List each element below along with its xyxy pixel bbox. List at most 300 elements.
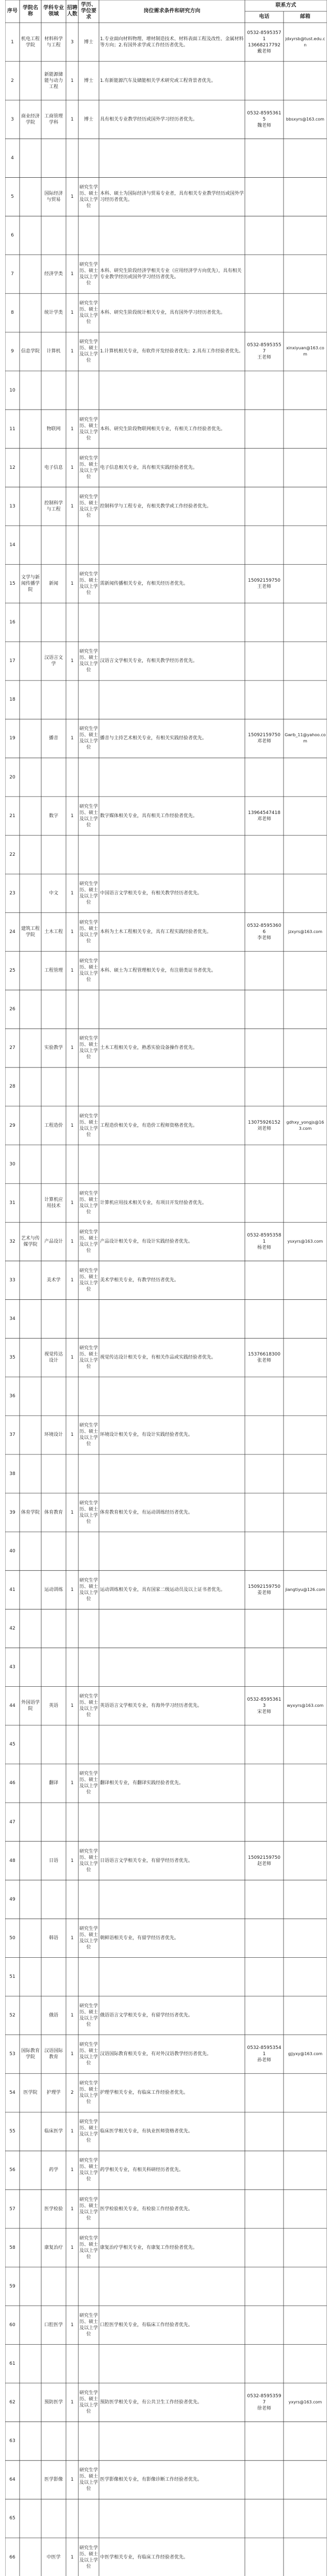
- row-no: 39: [9, 1510, 15, 1515]
- row-count: [66, 1532, 78, 1570]
- row-requirements: [99, 1067, 245, 1106]
- row-requirements: [99, 216, 245, 255]
- row-degree: 研究生学历、硕士及以上学位: [79, 2391, 98, 2415]
- row-requirements: 体育教育相关专业，有运动训练经历者优先。: [100, 1510, 193, 1515]
- row-count: 2: [71, 2090, 74, 2096]
- row-requirements: [99, 1803, 245, 1841]
- row-degree: 研究生学历、硕士及以上学位: [79, 1191, 98, 1215]
- row-email[interactable]: gjjyxy@163.com: [288, 2052, 323, 2057]
- row-email: [284, 1377, 327, 1416]
- row-degree: 研究生学历、硕士及以上学位: [79, 340, 98, 364]
- row-count: [66, 758, 78, 796]
- row-discipline: 电子信息: [44, 465, 63, 470]
- row-email: [284, 2344, 327, 2383]
- row-phone: 15092159750 邓老师: [248, 733, 280, 744]
- row-no: 52: [9, 2013, 15, 2019]
- row-email: [284, 2306, 327, 2344]
- row-phone: [245, 371, 284, 410]
- row-requirements: 医学检验相关专业，有检验工作经验者优先。: [100, 2206, 193, 2212]
- row-college: [20, 1957, 41, 1996]
- row-no: 10: [9, 387, 15, 393]
- row-phone: [245, 1532, 284, 1570]
- row-college: [20, 1338, 41, 1377]
- row-no: 20: [9, 774, 15, 780]
- row-no: 43: [9, 1665, 15, 1670]
- row-no: 49: [9, 1896, 15, 1902]
- row-requirements: [99, 526, 245, 564]
- row-email[interactable]: bbsxyrs@163.com: [286, 116, 325, 122]
- row-degree: 研究生学历、硕士及以上学位: [79, 2042, 98, 2066]
- row-no: 7: [11, 272, 14, 277]
- row-email[interactable]: jzxyrs@163.com: [288, 929, 323, 935]
- row-email: [284, 371, 327, 410]
- row-discipline: 物联网: [46, 426, 61, 432]
- row-email[interactable]: yxyrs@163.com: [288, 2400, 322, 2405]
- row-count: [66, 526, 78, 564]
- row-college: [20, 2538, 41, 2576]
- row-count: [66, 603, 78, 642]
- row-degree: [78, 1648, 99, 1687]
- row-count: 1: [71, 465, 74, 470]
- row-no: 46: [9, 1781, 15, 1786]
- row-degree: [78, 1957, 99, 1996]
- row-college: [20, 1725, 41, 1764]
- row-email: [284, 1841, 327, 1880]
- row-requirements: 翻译相关专业，有翻译实践经验者优先。: [100, 1781, 184, 1786]
- row-count: [66, 2422, 78, 2461]
- row-college: [20, 1067, 41, 1106]
- row-no: 65: [9, 2516, 15, 2521]
- row-discipline: [41, 1145, 66, 1183]
- row-email[interactable]: gdhxy_yongjs@163.com: [286, 1120, 324, 1131]
- row-no: 33: [9, 1278, 15, 1283]
- row-requirements: 视觉传达设计相关专业，有相关作品或实践经验者优先。: [100, 1355, 217, 1361]
- row-discipline: 康复治疗: [44, 2245, 63, 2250]
- row-discipline: [41, 2422, 66, 2461]
- row-requirements: 口腔医学相关专业，有临床工作经验者优先。: [100, 2322, 193, 2328]
- row-phone: [245, 1648, 284, 1687]
- row-degree: 研究生学历、硕士及以上学位: [79, 1229, 98, 1253]
- row-email: [284, 448, 327, 487]
- row-requirements: 日语语言文学相关专业，有留学经历者优先。: [100, 1858, 193, 1863]
- row-college: 机电工程学院: [21, 36, 40, 48]
- row-college: [20, 874, 41, 912]
- row-count: 1: [71, 2554, 74, 2560]
- row-count: [66, 1880, 78, 1919]
- row-no: 25: [9, 968, 15, 974]
- row-email: [284, 2461, 327, 2499]
- header-degree: 学历、学位要求: [81, 2, 96, 20]
- row-requirements: [99, 1648, 245, 1687]
- row-no: 66: [9, 2554, 15, 2560]
- row-email: [284, 796, 327, 835]
- row-email: [284, 255, 327, 294]
- row-email: [284, 1957, 327, 1996]
- row-discipline: [41, 835, 66, 874]
- row-discipline: 预防医学: [44, 2400, 63, 2405]
- row-discipline: [41, 1725, 66, 1764]
- row-college: [20, 2267, 41, 2306]
- row-phone: [245, 642, 284, 681]
- row-requirements: 中医学相关专业，有临床工作经验者优先。: [100, 2554, 189, 2560]
- row-no: 8: [11, 310, 14, 316]
- row-count: 1: [71, 658, 74, 664]
- row-requirements: 1.计算机相关专业，有软件开发经验者优先；2.具有工作经验者优先。: [100, 349, 244, 354]
- row-no: 53: [9, 2052, 15, 2057]
- row-email[interactable]: Gwrb_11@yahoo.com: [285, 733, 326, 744]
- row-college: 外国语学院: [21, 1700, 40, 1712]
- row-discipline: 医学影像: [44, 2477, 63, 2483]
- row-degree: 研究生学历、硕士及以上学位: [79, 2004, 98, 2028]
- row-college: 体育学院: [21, 1510, 40, 1515]
- row-phone: [245, 139, 284, 177]
- header-college: 学院名称: [23, 5, 38, 17]
- row-email: [284, 990, 327, 1029]
- row-discipline: 体育教育: [44, 1510, 63, 1515]
- row-count: 1: [71, 1703, 74, 1709]
- row-phone: [245, 2422, 284, 2461]
- row-discipline: 日语: [48, 1858, 58, 1863]
- row-phone: [245, 526, 284, 564]
- row-discipline: 材料科学与工程: [44, 36, 63, 48]
- row-discipline: [41, 603, 66, 642]
- row-discipline: 播音: [48, 736, 58, 741]
- row-degree: 研究生学历、硕士及以上学位: [79, 2545, 98, 2569]
- row-college: [20, 371, 41, 410]
- row-no: 4: [11, 155, 14, 161]
- row-phone: 0532-85953581 杨老师: [247, 1232, 281, 1250]
- row-no: 13: [9, 503, 15, 509]
- row-degree: 研究生学历、硕士及以上学位: [79, 301, 98, 325]
- row-requirements: [99, 1300, 245, 1338]
- row-discipline: 数字: [48, 813, 58, 819]
- row-no: 61: [9, 2361, 15, 2367]
- row-requirements: [99, 603, 245, 642]
- row-college: [20, 2383, 41, 2422]
- row-count: 1: [71, 310, 74, 316]
- row-count: 1: [71, 1278, 74, 1283]
- row-phone: [245, 410, 284, 448]
- row-requirements: 药学相关专业，有相关科研经历者优先。: [100, 2167, 184, 2173]
- row-degree: [78, 216, 99, 255]
- row-degree: 研究生学历、硕士及以上学位: [79, 1500, 98, 1524]
- row-phone: [245, 1609, 284, 1648]
- row-count: 1: [71, 2206, 74, 2212]
- row-degree: 研究生学历、硕士及以上学位: [79, 881, 98, 905]
- row-discipline: 韩语: [48, 1935, 58, 1941]
- row-requirements: [99, 1532, 245, 1570]
- row-no: 62: [9, 2400, 15, 2405]
- row-no: 28: [9, 1084, 15, 1090]
- row-requirements: 康复治疗学相关专业，有康复工作经验者优先。: [100, 2245, 198, 2250]
- row-college: [20, 1183, 41, 1222]
- row-discipline: [41, 1454, 66, 1493]
- row-phone: [245, 603, 284, 642]
- row-phone: [245, 1919, 284, 1957]
- row-email: [284, 1725, 327, 1764]
- row-no: 27: [9, 1045, 15, 1051]
- row-email: [284, 2538, 327, 2576]
- row-no: 47: [9, 1819, 15, 1825]
- row-count: [66, 1648, 78, 1687]
- row-phone: [245, 255, 284, 294]
- row-college: [20, 758, 41, 796]
- recruitment-table-page: [5, 0, 327, 2576]
- row-phone: [245, 1416, 284, 1454]
- row-phone: [245, 448, 284, 487]
- row-college: [20, 796, 41, 835]
- row-requirements: [99, 371, 245, 410]
- row-email[interactable]: ysxyrs@163.com: [287, 1239, 323, 1244]
- row-discipline: 汉语国际教育: [44, 2048, 63, 2060]
- row-email[interactable]: jdxyrsb@tust.edu.cn: [285, 36, 325, 47]
- row-degree: 研究生学历、硕士及以上学位: [79, 1113, 98, 1138]
- row-requirements: 本科、硕士为国际经济与贸易专业者，具有相关专业教学经历或国外学习经历者优先。: [100, 191, 244, 202]
- row-discipline: [41, 990, 66, 1029]
- row-college: [20, 835, 41, 874]
- row-college: [20, 216, 41, 255]
- row-degree: [78, 1725, 99, 1764]
- row-email: [284, 410, 327, 448]
- row-phone: [245, 2344, 284, 2383]
- row-phone: [245, 1300, 284, 1338]
- row-discipline: 经济学类: [44, 272, 63, 277]
- row-college: [20, 2344, 41, 2383]
- row-degree: 研究生学历、硕士及以上学位: [79, 2197, 98, 2221]
- row-no: 18: [9, 697, 15, 703]
- row-phone: [245, 1145, 284, 1183]
- row-email: [284, 1803, 327, 1841]
- row-phone: [245, 2267, 284, 2306]
- row-college: [20, 1880, 41, 1919]
- row-college: [20, 1570, 41, 1609]
- row-no: 35: [9, 1355, 15, 1361]
- row-count: [66, 1067, 78, 1106]
- row-email: [284, 1300, 327, 1338]
- row-degree: [78, 1609, 99, 1648]
- row-college: [20, 1609, 41, 1648]
- row-requirements: 1.专业面向材料物理、增材制造技术、材料表面工程及改性、金属材料等方向；2.有国外求学或工作经历者优先。: [100, 36, 244, 48]
- row-email[interactable]: jiangtiyu@126.com: [285, 1587, 325, 1592]
- row-degree: 研究生学历、硕士及以上学位: [79, 726, 98, 751]
- row-requirements: 汉语言文学相关专业，有相关教学经历者优先。: [100, 658, 198, 664]
- row-college: [20, 1764, 41, 1803]
- row-phone: [245, 1957, 284, 1996]
- header-requirements: 岗位需求条件和研究方向: [143, 8, 201, 14]
- row-phone: [245, 2228, 284, 2267]
- row-discipline: 国际经济与贸易: [44, 191, 63, 202]
- row-count: 3: [71, 39, 74, 45]
- row-no: 64: [9, 2477, 15, 2483]
- row-count: 1: [71, 1200, 74, 1206]
- row-requirements: [99, 1377, 245, 1416]
- row-degree: 研究生学历、硕士及以上学位: [79, 2313, 98, 2337]
- row-degree: 研究生学历、硕士及以上学位: [79, 417, 98, 441]
- row-phone: 0532-85953597 徐老师: [247, 2394, 281, 2412]
- header-discipline: 学科专业领域: [43, 5, 64, 17]
- row-phone: [245, 2112, 284, 2151]
- row-phone: 0532-85953557 王老师: [247, 343, 281, 361]
- row-email: [284, 874, 327, 912]
- row-requirements: 控制科学与工程专业，有相关教学或工作经验者优先。: [100, 503, 212, 509]
- row-college: 文学与新闻传播学院: [21, 575, 40, 593]
- row-requirements: 中国语言文学相关专业，有相关教学经历者优先。: [100, 890, 203, 896]
- row-no: 37: [9, 1432, 15, 1438]
- row-phone: [245, 2461, 284, 2499]
- row-email: [284, 216, 327, 255]
- row-email: [284, 1996, 327, 2035]
- row-degree: [78, 1377, 99, 1416]
- header-count: 招聘人数: [67, 5, 77, 17]
- row-email[interactable]: xinxiyuan@163.com: [286, 346, 324, 357]
- row-no: 57: [9, 2206, 15, 2212]
- row-requirements: 美术学相关专业，有教学经历者优先。: [100, 1278, 179, 1283]
- row-degree: [78, 758, 99, 796]
- row-requirements: [99, 2499, 245, 2538]
- row-degree: [78, 1532, 99, 1570]
- row-phone: [245, 1725, 284, 1764]
- row-discipline: [41, 758, 66, 796]
- row-requirements: [99, 1609, 245, 1648]
- row-degree: 研究生学历、硕士及以上学位: [79, 2081, 98, 2105]
- row-count: [66, 216, 78, 255]
- row-count: 1: [71, 1045, 74, 1051]
- row-degree: 研究生学历、硕士及以上学位: [79, 959, 98, 983]
- row-degree: [78, 526, 99, 564]
- row-degree: [78, 2422, 99, 2461]
- header-phone: 电话: [259, 14, 270, 20]
- row-college: 建筑工程学院: [21, 926, 40, 938]
- row-count: 1: [71, 736, 74, 741]
- row-count: [66, 139, 78, 177]
- row-email: [284, 1338, 327, 1377]
- row-college: [20, 448, 41, 487]
- row-email[interactable]: wyxyrs@163.com: [287, 1703, 324, 1708]
- row-college: [20, 1416, 41, 1454]
- row-count: 1: [71, 78, 74, 83]
- row-count: [66, 990, 78, 1029]
- row-discipline: 工商管理学科: [44, 113, 63, 125]
- row-count: [66, 1300, 78, 1338]
- row-degree: 研究生学历、硕士及以上学位: [79, 920, 98, 944]
- row-requirements: [99, 1454, 245, 1493]
- row-discipline: [41, 1067, 66, 1106]
- row-degree: [78, 1880, 99, 1919]
- row-email: [284, 139, 327, 177]
- row-college: [20, 2461, 41, 2499]
- row-college: [20, 2112, 41, 2151]
- row-discipline: 实验教学: [44, 1045, 63, 1051]
- row-count: 1: [71, 503, 74, 509]
- row-degree: 研究生学历、硕士及以上学位: [79, 184, 98, 209]
- row-requirements: [99, 835, 245, 874]
- row-email: [284, 2228, 327, 2267]
- row-college: [20, 487, 41, 526]
- row-count: [66, 1725, 78, 1764]
- row-phone: [245, 2190, 284, 2228]
- row-discipline: [41, 1609, 66, 1648]
- row-discipline: 中文: [48, 890, 58, 896]
- row-college: [20, 603, 41, 642]
- row-no: 58: [9, 2245, 15, 2250]
- row-discipline: [41, 216, 66, 255]
- row-count: 1: [71, 1432, 74, 1438]
- row-discipline: 计算机应用技术: [44, 1197, 63, 1209]
- row-phone: [245, 1996, 284, 2035]
- row-email: [284, 1880, 327, 1919]
- row-college: [20, 2190, 41, 2228]
- row-no: 48: [9, 1858, 15, 1863]
- row-college: 国际教育学院: [21, 2048, 40, 2060]
- row-discipline: [41, 1880, 66, 1919]
- row-requirements: [99, 1880, 245, 1919]
- row-phone: 0532-85953541 孙老师: [247, 2045, 281, 2063]
- row-no: 26: [9, 1007, 15, 1012]
- row-count: 1: [71, 2013, 74, 2019]
- row-phone: [245, 1261, 284, 1299]
- row-no: 30: [9, 1161, 15, 1167]
- row-count: 1: [71, 581, 74, 587]
- row-phone: 15092159750 姜老师: [248, 1584, 280, 1596]
- row-phone: [245, 681, 284, 719]
- row-no: 60: [9, 2322, 15, 2328]
- row-email: [284, 603, 327, 642]
- row-no: 31: [9, 1200, 15, 1206]
- row-count: [66, 2267, 78, 2306]
- row-requirements: 预防医学相关专业，有公共卫生工作经验者优先。: [100, 2400, 203, 2405]
- row-email: [284, 2112, 327, 2151]
- row-no: 3: [11, 116, 14, 122]
- row-count: 1: [71, 890, 74, 896]
- row-count: [66, 681, 78, 719]
- row-college: [20, 719, 41, 758]
- row-discipline: 计算机: [46, 349, 61, 354]
- row-college: [20, 1145, 41, 1183]
- row-email: [284, 1764, 327, 1803]
- row-email: [284, 1261, 327, 1299]
- header-email: 邮箱: [300, 14, 310, 20]
- row-count: 1: [71, 1858, 74, 1863]
- row-count: 1: [71, 1587, 74, 1592]
- row-email: [284, 1416, 327, 1454]
- row-email: [284, 487, 327, 526]
- row-phone: [245, 1764, 284, 1803]
- row-degree: 研究生学历、硕士及以上学位: [79, 1849, 98, 1873]
- row-phone: 15092159750 王老师: [248, 578, 280, 590]
- row-no: 45: [9, 1742, 15, 1748]
- row-no: 23: [9, 890, 15, 896]
- row-college: [20, 177, 41, 216]
- row-no: 29: [9, 1123, 15, 1128]
- row-college: [20, 61, 41, 100]
- row-discipline: [41, 1300, 66, 1338]
- row-no: 9: [11, 349, 14, 354]
- row-email: [284, 1183, 327, 1222]
- row-discipline: 美术学: [46, 1278, 61, 1283]
- row-college: [20, 2306, 41, 2344]
- row-requirements: [99, 1725, 245, 1764]
- row-college: 艺术与传媒学院: [21, 1235, 40, 1247]
- row-requirements: 数字媒体相关专业，具有相关工作经验者优先。: [100, 813, 198, 819]
- row-requirements: 英语语言文学相关专业，有海外学习经历者优先。: [100, 1703, 203, 1709]
- row-no: 63: [9, 2438, 15, 2444]
- row-email: [284, 2151, 327, 2190]
- row-degree: [78, 1145, 99, 1183]
- row-college: [20, 2499, 41, 2538]
- row-degree: [78, 1067, 99, 1106]
- row-discipline: 运动训练: [44, 1587, 63, 1592]
- row-phone: [245, 758, 284, 796]
